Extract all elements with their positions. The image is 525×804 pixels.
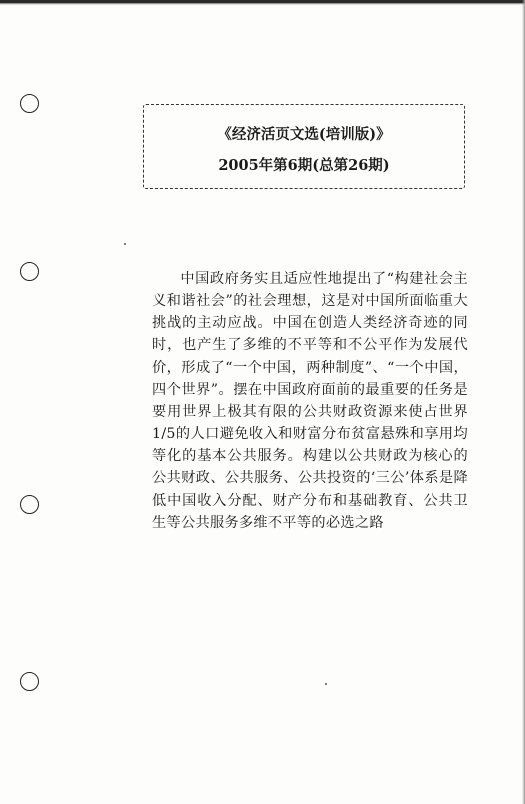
punch-hole-icon bbox=[20, 262, 39, 281]
punch-hole-icon bbox=[20, 495, 39, 514]
publication-header-box bbox=[143, 104, 465, 189]
issue-number: 2005年第6期(总第26期) bbox=[218, 157, 390, 174]
punch-hole-icon bbox=[20, 94, 39, 113]
scan-speck bbox=[325, 683, 327, 685]
publication-title: 《经济活页文选(培训版)》 bbox=[217, 126, 391, 143]
article-paragraph: 中国政府务实且适应性地提出了“构建社会主义和谐社会”的社会理想，这是对中国所面临重大挑战的主动应战。中国在创造人类经济奇迹的同时，也产生了多维的不平等和不公平作为发展代价，形成了“一个中国，两种制度”、“一个中国，四个世界”。摆在中国政府面前的最重要的任务是要用世界上极其有限的公共财政资源来使占世界1/5的人口避免收入和财富分布贫富悬殊和享用均等化的基本公共服务。构建以公共财政为核心的公共财政、公共服务、公共投资的‘三公’体系是降低中国收入分配、财产分布和基础教育、公共卫生等公共服务多维不平等的必选之路 bbox=[152, 271, 468, 531]
page-top-shadow bbox=[0, 3, 525, 5]
punch-hole-icon bbox=[20, 672, 39, 691]
scan-speck bbox=[124, 243, 126, 245]
